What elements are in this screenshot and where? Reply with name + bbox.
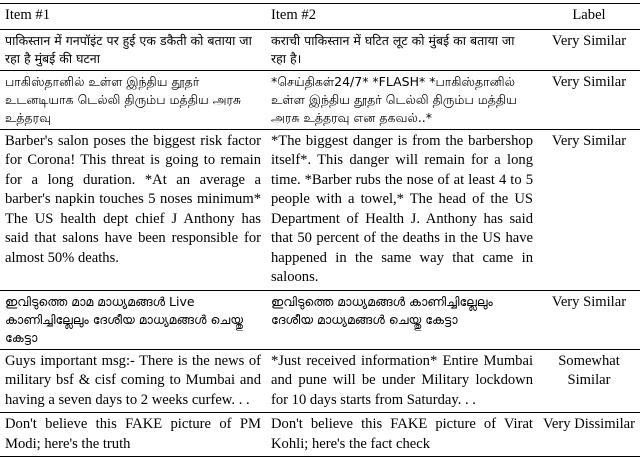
label-cell: Very Similar <box>538 70 640 129</box>
table-row <box>0 29 640 70</box>
item1-cell: Guys important msg:- There is the news of military bsf & cisf coming to Mumbai and having a seven days to 2 weeks curfew. . . <box>0 349 266 413</box>
similarity-examples-table <box>0 3 640 457</box>
label-cell: Very Similar <box>538 129 640 290</box>
table-row <box>0 129 640 290</box>
table-row <box>0 70 640 129</box>
item1-cell: पाकिस्तान में गनपॉइंट पर हुई एक डकैती को बताया जा रहा है मुंबई की घटना <box>0 29 266 70</box>
table-header-row <box>0 4 640 30</box>
item1-cell: பாகிஸ்தானில் உள்ள இந்திய தூதர் உடனடியாக டெல்லி திரும்ப மத்திய அரசு உத்தரவு <box>0 70 266 129</box>
header-item1: Item #1 <box>0 4 266 30</box>
label-cell: Very Similar <box>538 29 640 70</box>
item2-cell: कराची पाकिस्तान में घटित लूट को मुंबई का बताया जा रहा है। <box>266 29 538 70</box>
header-label: Label <box>538 4 640 30</box>
item2-cell: *The biggest danger is from the barbershop itself*. This danger will remain for a long time. *Barber rubs the nose of at least 4 to 5 people with a towel,* The head of the US Department of Health J. Anthony has said that 50 percent of the deaths in the US have happened in the same way that came in saloons. <box>266 129 538 290</box>
item1-cell: Barber's salon poses the biggest risk factor for Corona! This threat is going to remain for a long duration. *At an average a barber's napkin touches 5 noses minimum* The US health dept chief J Anthony has said that salons have been responsible for almost 50% deaths. <box>0 129 266 290</box>
item1-cell: Don't believe this FAKE picture of PM Modi; here's the truth <box>0 413 266 457</box>
label-cell: Somewhat Similar <box>538 349 640 413</box>
table-row <box>0 413 640 457</box>
header-item2: Item #2 <box>266 4 538 30</box>
item2-cell: ഇവിടുത്തെ മാധ്യമങ്ങൾ കാണിച്ചില്ലേലും ദേശീയ മാധ്യമങ്ങൾ ചെയ്തു കേട്ടാ <box>266 290 538 349</box>
item2-cell: *Just received information* Entire Mumbai and pune will be under Military lockdown for 10 days starts from Saturday. . . <box>266 349 538 413</box>
label-cell: Very Similar <box>538 290 640 349</box>
item2-cell: *செய்திகள்24/7* *FLASH* *பாகிஸ்தானில் உள்ள இந்திய தூதர் டெல்லி திரும்ப மத்திய அரசு உத்தரவு என தகவல்..* <box>266 70 538 129</box>
item1-cell: ഇവിടുത്തെ മാമ മാധ്യമങ്ങൾ Live കാണിച്ചില്ലേലും ദേശീയ മാധ്യമങ്ങൾ ചെയ്തു കേട്ടാ <box>0 290 266 349</box>
table-row <box>0 349 640 413</box>
item2-cell: Don't believe this FAKE picture of Virat Kohli; here's the fact check <box>266 413 538 457</box>
label-cell: Very Dissimilar <box>538 413 640 457</box>
table-row <box>0 290 640 349</box>
